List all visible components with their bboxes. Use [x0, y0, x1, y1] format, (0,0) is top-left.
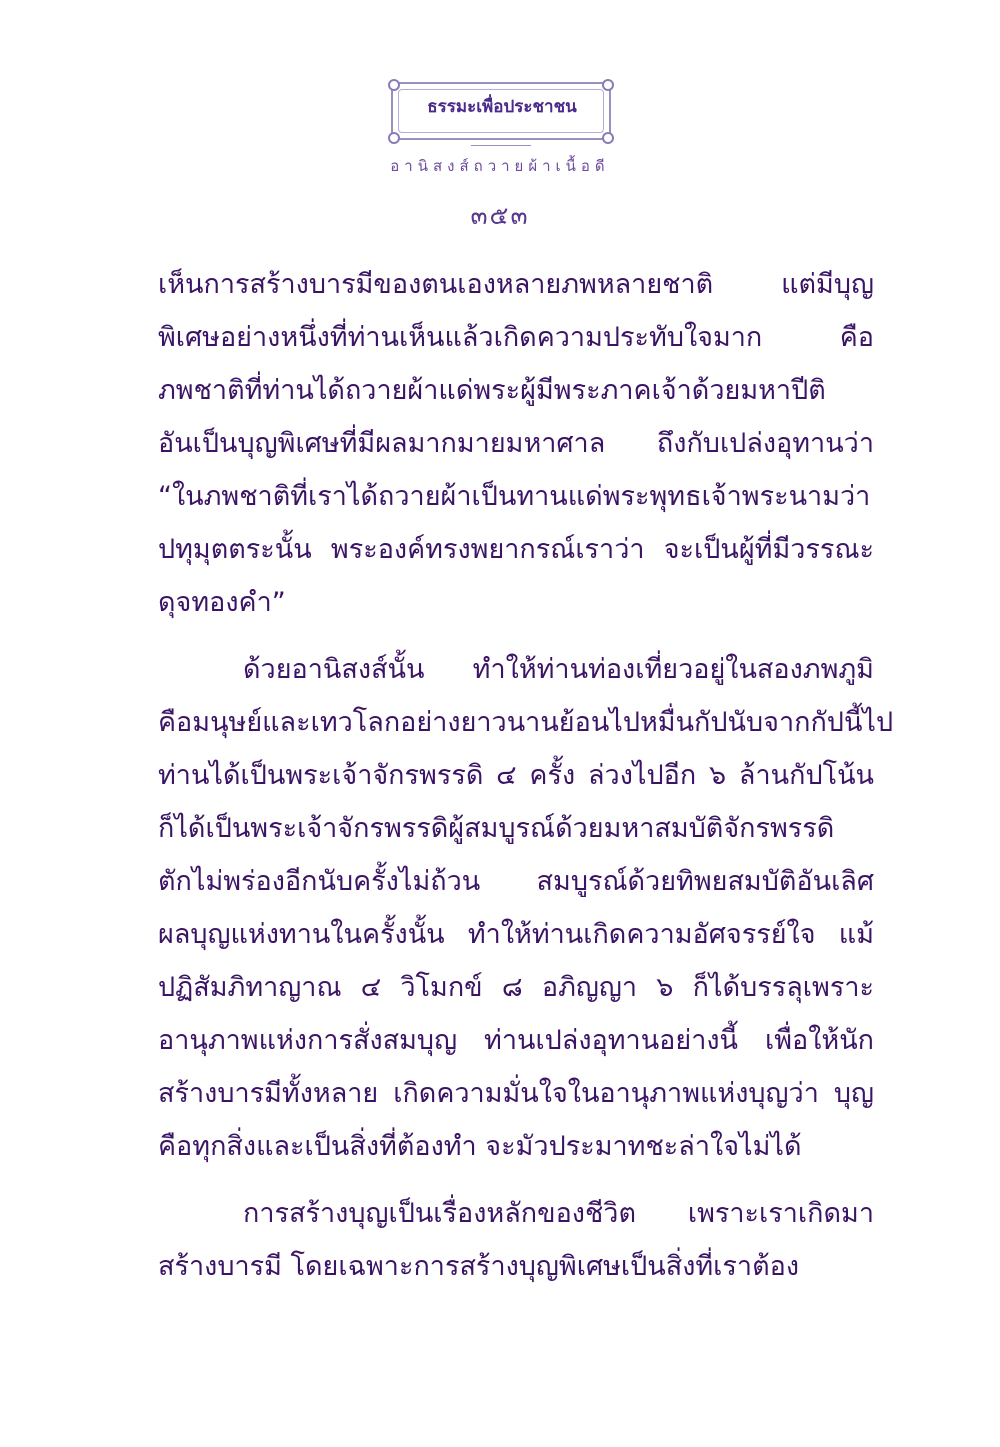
text-line: สร้างบารมี โดยเฉพาะการสร้างบุญพิเศษเป็นสิ่งที่เราต้อง — [158, 1251, 799, 1282]
paragraph-gap — [158, 1173, 874, 1187]
text-line: ปทุมุตตระนั้น พระองค์ทรงพยากรณ์เราว่า จะเป็นผู้ที่มีวรรณะ — [158, 534, 874, 565]
text-line: ปฏิสัมภิทาญาณ ๔ วิโมกข์ ๘ อภิญญา ๖ ก็ได้บรรลุเพราะ — [158, 972, 874, 1003]
text-line: พิเศษอย่างหนึ่งที่ท่านเห็นแล้วเกิดความประทับใจมาก คือ — [158, 322, 874, 353]
text-line: อันเป็นบุญพิเศษที่มีผลมากมายมหาศาล ถึงกับเปล่งอุทานว่า — [158, 428, 874, 459]
text-line: ก็ได้เป็นพระเจ้าจักรพรรดิผู้สมบูรณ์ด้วยมหาสมบัติจักรพรรดิ — [158, 813, 835, 844]
text-line: ภพชาติที่ท่านได้ถวายผ้าแด่พระผู้มีพระภาคเจ้าด้วยมหาปีติ — [158, 375, 826, 406]
logo-ornament-icon — [388, 132, 400, 144]
text-line: สร้างบารมีทั้งหลาย เกิดความมั่นใจในอานุภาพแห่งบุญว่า บุญ — [158, 1078, 874, 1109]
paragraph — [158, 643, 894, 1173]
text-line: ผลบุญแห่งทานในครั้งนั้น ทำให้ท่านเกิดความอัศจรรย์ใจ แม้ — [158, 919, 874, 950]
logo-title: ธรรมะเพื่อประชาชน — [427, 97, 577, 117]
text-line: ดุจทองคำ” — [158, 587, 286, 618]
text-line: การสร้างบุญเป็นเรื่องหลักของชีวิต เพราะเราเกิดมา — [243, 1198, 874, 1229]
text-line: “ในภพชาติที่เราได้ถวายผ้าเป็นทานแด่พระพุทธเจ้าพระนามว่า — [158, 481, 871, 512]
text-line: ตักไม่พร่องอีกนับครั้งไม่ถ้วน สมบูรณ์ด้วยทิพยสมบัติอันเลิศ — [158, 866, 874, 897]
text-line: คือมนุษย์และเทวโลกอย่างยาวนานย้อนไปหมื่นกัปนับจากกัปนี้ไป — [158, 707, 894, 738]
text-line: ด้วยอานิสงส์นั้น ทำให้ท่านท่องเที่ยวอยู่ในสองภพภูมิ — [243, 654, 874, 685]
text-line: อานุภาพแห่งการสั่งสมบุญ ท่านเปล่งอุทานอย่างนี้ เพื่อให้นัก — [158, 1025, 874, 1056]
logo-ornament-icon — [602, 132, 614, 144]
publisher-logo — [391, 82, 613, 152]
chapter-subtitle: อานิสงส์ถวายผ้าเนื้อดี — [390, 157, 610, 175]
text-line: ท่านได้เป็นพระเจ้าจักรพรรดิ ๔ ครั้ง ล่วงไปอีก ๖ ล้านกัปโน้น — [158, 760, 874, 791]
logo-ornament-icon — [602, 79, 614, 91]
logo-ornament-icon — [388, 79, 400, 91]
paragraph — [158, 258, 874, 629]
page-number: ๓๕๓ — [470, 201, 530, 230]
paragraph-gap — [158, 629, 874, 643]
paragraph — [158, 1187, 874, 1293]
text-line: คือทุกสิ่งและเป็นสิ่งที่ต้องทำ จะมัวประมาทชะล่าใจไม่ได้ — [158, 1131, 802, 1162]
logo-flourish — [471, 145, 531, 146]
body-text — [158, 258, 894, 1293]
text-line: เห็นการสร้างบารมีของตนเองหลายภพหลายชาติ แต่มีบุญ — [158, 269, 874, 300]
